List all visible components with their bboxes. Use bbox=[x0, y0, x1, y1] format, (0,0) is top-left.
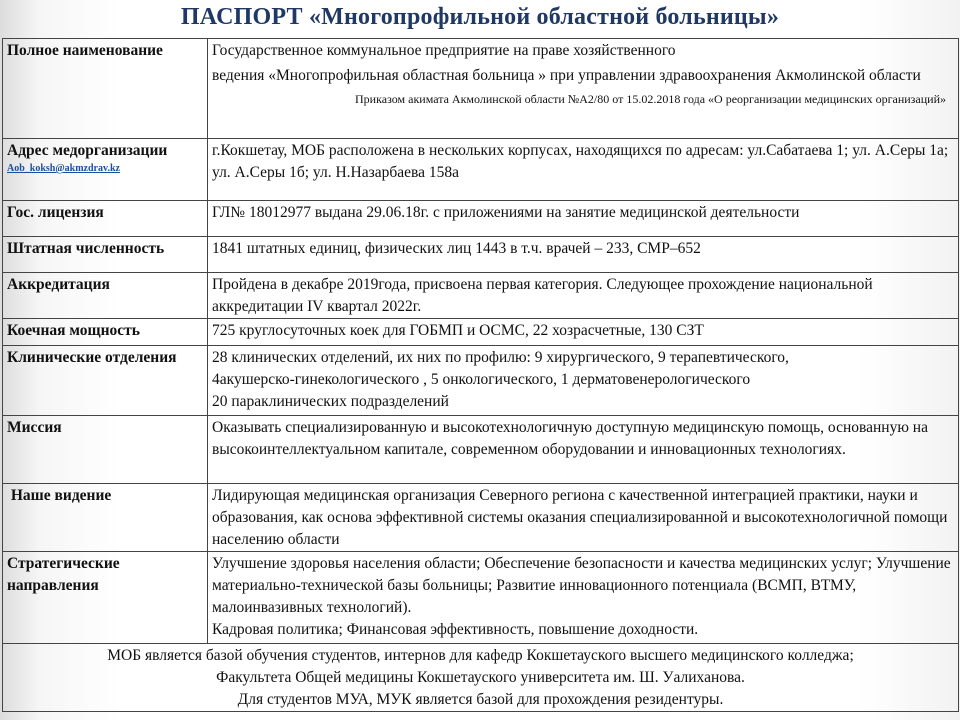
order-note: Приказом акимата Акмолинской области №А2/80 от 15.02.2018 года «О реорганизации медицинских организаций» bbox=[355, 92, 946, 106]
row-label: Наше видение bbox=[3, 484, 208, 552]
table-row-departments bbox=[3, 346, 959, 416]
row-label: Клинические отделения bbox=[3, 346, 208, 416]
row-value bbox=[208, 552, 959, 644]
page-title: ПАСПОРТ «Многопрофильной областной больницы» bbox=[180, 4, 780, 30]
row-label: Штатная численность bbox=[3, 237, 208, 273]
value-line: ведения «Многопрофильная областная больница » при управлении здравоохранения Акмолинской области bbox=[212, 67, 921, 84]
row-label: Миссия bbox=[3, 416, 208, 484]
row-value: Лидирующая медицинская организация Северного региона с качественной интеграцией практики, науки и образования, как основа эффективной системы оказания специализированной и высокотехнологичной помощи населению области bbox=[208, 484, 959, 552]
row-value bbox=[208, 139, 959, 201]
row-label: Адрес медорганизации bbox=[7, 142, 168, 159]
table-row-license bbox=[3, 201, 959, 237]
row-label: Стратегические направления bbox=[3, 552, 208, 644]
row-value: Оказывать специализированную и высокотехнологичную доступную медицинскую помощь, основанную на высокоинтеллектуальном капитале, современном оборудовании и инновационных технологиях. bbox=[208, 416, 959, 484]
row-label-cell bbox=[3, 139, 208, 201]
value-line: г.Кокшетау, МОБ расположена в нескольких корпусах, находящихся по адресам: ул.Сабатаева 1; ул. А.Серы 1а; ул. А.Серы 1б; ул. Н.Назарбаева 158а bbox=[212, 142, 949, 181]
value-line: 20 параклинических подразделений bbox=[212, 393, 449, 410]
table-row-address bbox=[3, 139, 959, 201]
value-line: 4акушерско-гинекологического , 5 онкологического, 1 дерматовенерологического bbox=[212, 371, 751, 388]
footer-cell bbox=[3, 644, 959, 712]
table-row-accreditation bbox=[3, 273, 959, 319]
row-value: 725 круглосуточных коек для ГОБМП и ОСМС, 22 хозрасчетные, 130 СЗТ bbox=[208, 319, 959, 346]
table-row-footer bbox=[3, 644, 959, 712]
footer-line: Факультета Общей медицины Кокшетауского университета им. Ш. Уалиханова. bbox=[216, 669, 745, 686]
row-label: Коечная мощность bbox=[3, 319, 208, 346]
row-label: Полное наименование bbox=[3, 39, 208, 139]
table-row-vision bbox=[3, 484, 959, 552]
table-row-beds bbox=[3, 319, 959, 346]
footer-line: МОБ является базой обучения студентов, интернов для кафедр Кокшетауского высшего медицинского колледжа; bbox=[107, 647, 854, 664]
value-line: Кадровая политика; Финансовая эффективность, повышение доходности. bbox=[212, 621, 699, 638]
value-line: Государственное коммунальное предприятие на праве хозяйственного bbox=[212, 42, 676, 59]
row-label: Аккредитация bbox=[3, 273, 208, 319]
row-value: ГЛ№ 18012977 выдана 29.06.18г. с приложениями на занятие медицинской деятельности bbox=[208, 201, 959, 237]
table-row-full-name bbox=[3, 39, 959, 139]
row-value: Пройдена в декабре 2019года, присвоена первая категория. Следующее прохождение национальной аккредитации IV квартал 2022г. bbox=[208, 273, 959, 319]
table-row-strategy bbox=[3, 552, 959, 644]
passport-table bbox=[2, 38, 959, 712]
value-line: Улучшение здоровья населения области; Обеспечение безопасности и качества медицинских услуг; Улучшение материально-технической базы больницы; Развитие инновационного потенциала (ВСМП, ВТМУ, малоинвазивных технологий). bbox=[212, 555, 951, 616]
row-value: 1841 штатных единиц, физических лиц 1443 в т.ч. врачей – 233, СМР–652 bbox=[208, 237, 959, 273]
row-label: Гос. лицензия bbox=[3, 201, 208, 237]
email-link[interactable]: Aob_koksh@akmzdrav.kz bbox=[7, 163, 120, 174]
footer-line: Для студентов МУА, МУК является базой для прохождения резидентуры. bbox=[237, 691, 724, 708]
value-line: 28 клинических отделений, их них по профилю: 9 хирургического, 9 терапевтического, bbox=[212, 349, 789, 366]
table-row-staff bbox=[3, 237, 959, 273]
row-value bbox=[208, 346, 959, 416]
table-row-mission bbox=[3, 416, 959, 484]
row-value bbox=[208, 39, 959, 139]
